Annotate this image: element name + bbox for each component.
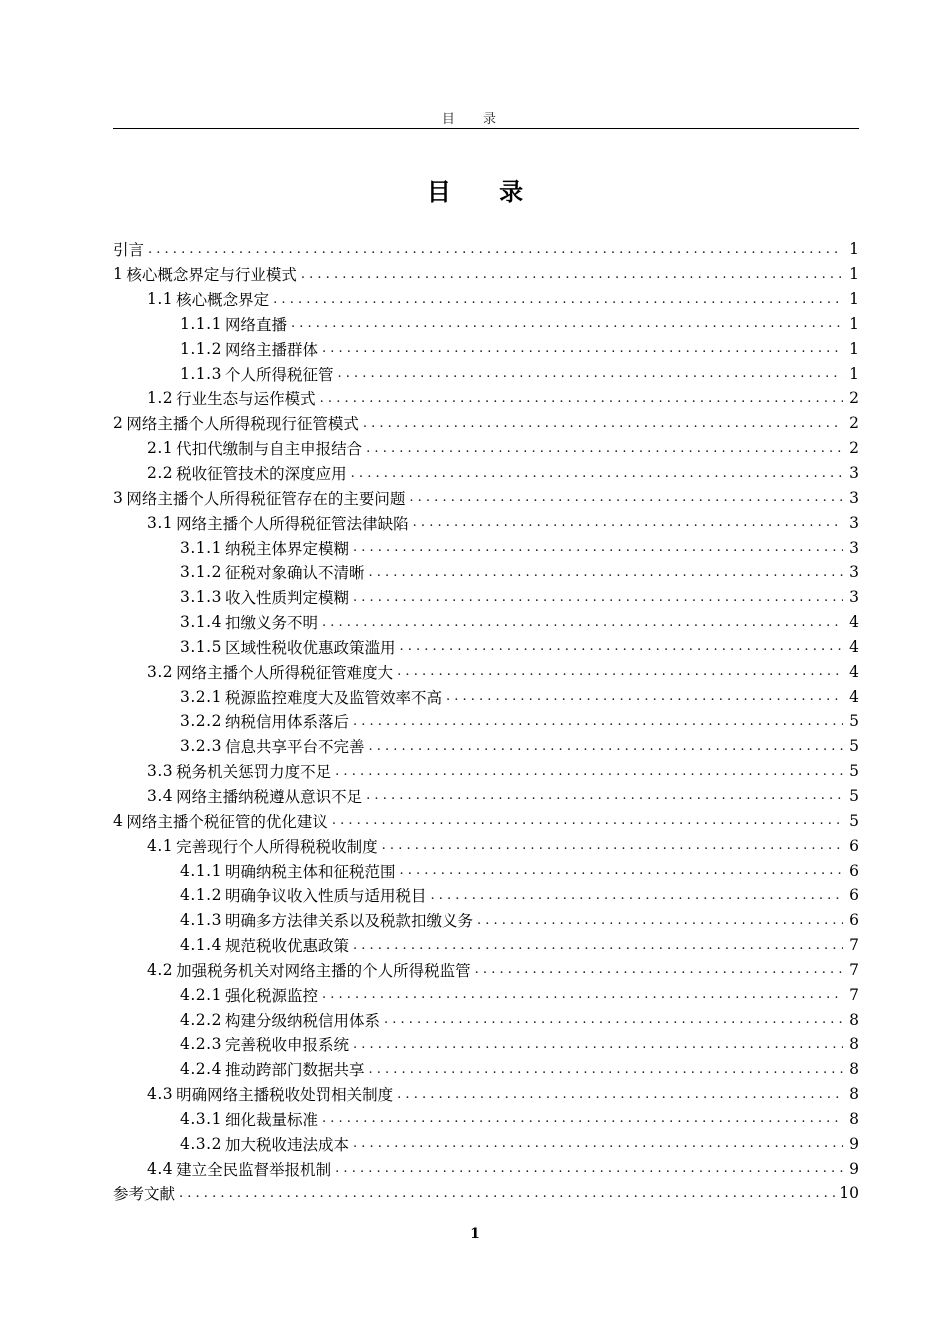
toc-dot-leader (335, 764, 843, 779)
toc-entry-number: 1.1.1 (180, 314, 222, 333)
toc-entry[interactable] (113, 585, 859, 610)
toc-entry-title: 明确争议收入性质与适用税目 (224, 887, 427, 906)
toc-dot-leader (301, 267, 843, 282)
toc-entry[interactable] (113, 1156, 859, 1181)
toc-entry[interactable] (113, 957, 859, 982)
toc-entry-page: 1 (849, 364, 859, 383)
toc-entry-page: 6 (849, 886, 859, 905)
toc-entry-title: 构建分级纳税信用体系 (224, 1011, 380, 1030)
toc-dot-leader (273, 292, 843, 307)
toc-dot-leader (366, 788, 843, 803)
toc-entry-page: 3 (849, 563, 859, 582)
toc-entry[interactable] (113, 485, 859, 510)
toc-entry-title: 网络主播纳税遵从意识不足 (176, 787, 363, 806)
toc-entry[interactable] (113, 908, 859, 933)
toc-dot-leader (366, 441, 843, 456)
toc-entry-number: 3.2 (147, 662, 174, 681)
toc-entry-title: 征税对象确认不清晰 (224, 564, 365, 583)
toc-dot-leader (322, 1111, 843, 1126)
toc-dot-leader (179, 1186, 835, 1201)
toc-entry-number: 3.2.3 (180, 737, 222, 756)
toc-entry-title: 加大税收违法成本 (224, 1135, 349, 1154)
toc-entry-number: 4.2.1 (180, 985, 222, 1004)
toc-entry[interactable] (113, 734, 859, 759)
toc-entry-page: 8 (849, 1010, 859, 1029)
toc-entry-title: 行业生态与运作模式 (176, 390, 316, 409)
toc-entry[interactable] (113, 287, 859, 312)
toc-dot-leader (353, 938, 843, 953)
toc-entry-number: 3.1.1 (180, 538, 222, 557)
toc-entry-number: 4.3.1 (180, 1109, 222, 1128)
toc-entry-number: 4.3.2 (180, 1134, 222, 1153)
toc-entry-page: 4 (849, 662, 859, 681)
toc-dot-leader (477, 913, 843, 928)
toc-dot-leader (148, 242, 843, 257)
toc-entry-title: 完善税收申报系统 (224, 1036, 349, 1055)
toc-entry-title: 规范税收优惠政策 (224, 937, 349, 956)
toc-entry-number: 3.1.2 (180, 563, 222, 582)
toc-dot-leader (399, 863, 843, 878)
toc-entry[interactable] (113, 1181, 859, 1206)
header-rule (113, 128, 859, 129)
toc-entry-title: 明确网络主播税收处罚相关制度 (176, 1086, 394, 1105)
toc-entry[interactable] (113, 1131, 859, 1156)
toc-entry-number: 2 (113, 414, 124, 433)
toc-entry-number: 4.4 (147, 1159, 174, 1178)
toc-entry-title: 纳税信用体系落后 (224, 713, 349, 732)
toc-entry-page: 1 (849, 240, 859, 259)
toc-entry-title: 细化裁量标准 (224, 1110, 318, 1129)
toc-entry-page: 8 (849, 1060, 859, 1079)
toc-entry-number: 3.2.1 (180, 687, 222, 706)
toc-dot-leader (332, 813, 843, 828)
toc-entry-title: 网络主播群体 (224, 340, 318, 359)
toc-entry-title: 扣缴义务不明 (224, 614, 318, 633)
toc-entry-page: 2 (849, 389, 859, 408)
toc-entry-title: 税源监控难度大及监管效率不高 (224, 688, 442, 707)
toc-entry-number: 4.1.1 (180, 861, 222, 880)
toc-entry-page: 6 (849, 861, 859, 880)
toc-entry-number: 4.2.2 (180, 1010, 222, 1029)
toc-dot-leader (430, 888, 843, 903)
toc-entry-title: 明确多方法律关系以及税款扣缴义务 (224, 912, 473, 931)
toc-entry[interactable] (113, 510, 859, 535)
toc-entry[interactable] (113, 1032, 859, 1057)
toc-entry-page: 4 (849, 613, 859, 632)
toc-entry-title: 核心概念界定与行业模式 (126, 266, 297, 285)
toc-entry-page: 3 (849, 513, 859, 532)
toc-entry-page: 1 (849, 339, 859, 358)
toc-entry[interactable] (113, 659, 859, 684)
toc-entry-number: 4.1.3 (180, 911, 222, 930)
toc-entry[interactable] (113, 933, 859, 958)
toc-entry-page: 6 (849, 911, 859, 930)
toc-entry-page: 5 (849, 762, 859, 781)
table-of-contents (113, 237, 859, 1206)
toc-entry-page: 3 (849, 538, 859, 557)
toc-entry[interactable] (113, 535, 859, 560)
toc-entry-number: 1.1 (147, 290, 174, 309)
toc-entry[interactable] (113, 361, 859, 386)
toc-entry-number: 4.1 (147, 836, 174, 855)
toc-dot-leader (363, 416, 843, 431)
toc-entry-number: 3.1.4 (180, 613, 222, 632)
toc-entry[interactable] (113, 436, 859, 461)
toc-entry-page: 3 (849, 464, 859, 483)
toc-dot-leader (413, 515, 843, 530)
toc-entry-page: 5 (849, 712, 859, 731)
toc-entry[interactable] (113, 982, 859, 1007)
toc-entry-page: 4 (849, 687, 859, 706)
toc-dot-leader (397, 1087, 843, 1102)
toc-entry-page: 9 (849, 1134, 859, 1153)
toc-entry-number: 3.1.5 (180, 637, 222, 656)
toc-dot-leader (353, 590, 843, 605)
toc-dot-leader (291, 316, 843, 331)
toc-entry-page: 5 (849, 737, 859, 756)
toc-entry-title: 代扣代缴制与自主申报结合 (176, 440, 363, 459)
toc-entry-number: 1 (113, 265, 124, 284)
toc-dot-leader (368, 565, 843, 580)
toc-entry[interactable] (113, 1007, 859, 1032)
toc-entry-title: 网络主播个人所得税现行征管模式 (126, 415, 359, 434)
toc-entry-page: 1 (849, 290, 859, 309)
toc-entry-number: 4 (113, 811, 124, 830)
toc-entry[interactable] (113, 610, 859, 635)
toc-entry-number: 4.2.3 (180, 1035, 222, 1054)
toc-entry-title: 参考文献 (113, 1185, 176, 1204)
toc-entry[interactable] (113, 784, 859, 809)
toc-entry-page: 7 (849, 960, 859, 979)
toc-entry-title: 网络主播个人所得税征管法律缺陷 (176, 514, 409, 533)
toc-entry-number: 3.4 (147, 786, 174, 805)
toc-entry-title: 建立全民监督举报机制 (176, 1160, 332, 1179)
toc-entry-title: 税收征管技术的深度应用 (176, 465, 347, 484)
toc-entry-number: 1.1.3 (180, 364, 222, 383)
toc-dot-leader (382, 838, 843, 853)
toc-entry-number: 4.2 (147, 960, 174, 979)
toc-entry[interactable] (113, 1082, 859, 1107)
toc-entry[interactable] (113, 560, 859, 585)
toc-entry-title: 强化税源监控 (224, 986, 318, 1005)
toc-entry-title: 纳税主体界定模糊 (224, 539, 349, 558)
toc-dot-leader (368, 1062, 843, 1077)
toc-entry-number: 3 (113, 488, 124, 507)
toc-entry-title: 网络直播 (224, 315, 287, 334)
toc-entry-number: 1.2 (147, 389, 174, 408)
toc-entry[interactable] (113, 759, 859, 784)
toc-entry[interactable] (113, 262, 859, 287)
toc-dot-leader (320, 391, 843, 406)
toc-entry-title: 加强税务机关对网络主播的个人所得税监管 (176, 961, 471, 980)
running-header: 目 录 (441, 112, 509, 127)
toc-entry-number: 3.1 (147, 513, 174, 532)
toc-dot-leader (446, 689, 843, 704)
toc-entry[interactable] (113, 1107, 859, 1132)
toc-entry-title: 网络主播个税征管的优化建议 (126, 812, 328, 831)
toc-entry-title: 明确纳税主体和征税范围 (224, 862, 396, 881)
toc-entry-number: 2.1 (147, 439, 174, 458)
toc-entry-number: 3.2.2 (180, 712, 222, 731)
toc-entry-page: 5 (849, 811, 859, 830)
toc-dot-leader (322, 987, 843, 1002)
toc-entry-page: 6 (849, 836, 859, 855)
toc-entry-page: 7 (849, 985, 859, 1004)
toc-entry-title: 引言 (113, 241, 145, 260)
toc-entry-title: 推动跨部门数据共享 (224, 1061, 365, 1080)
toc-entry-page: 10 (839, 1184, 859, 1203)
toc-entry[interactable] (113, 883, 859, 908)
toc-entry-title: 个人所得税征管 (224, 365, 334, 384)
toc-dot-leader (397, 664, 843, 679)
toc-entry-number: 3.1.3 (180, 588, 222, 607)
toc-dot-leader (475, 962, 843, 977)
toc-entry-page: 7 (849, 936, 859, 955)
toc-entry-page: 8 (849, 1035, 859, 1054)
toc-entry-page: 3 (849, 488, 859, 507)
toc-entry-page: 8 (849, 1085, 859, 1104)
toc-entry[interactable] (113, 808, 859, 833)
toc-dot-leader (353, 540, 843, 555)
toc-dot-leader (409, 490, 843, 505)
toc-entry[interactable] (113, 858, 859, 883)
toc-dot-leader (353, 1037, 843, 1052)
toc-entry-title: 网络主播个人所得税征管难度大 (176, 663, 394, 682)
toc-dot-leader (337, 366, 843, 381)
toc-entry[interactable] (113, 1057, 859, 1082)
toc-entry-page: 1 (849, 314, 859, 333)
toc-entry-number: 4.1.2 (180, 886, 222, 905)
toc-dot-leader (322, 341, 843, 356)
toc-entry-page: 2 (849, 414, 859, 433)
toc-entry-number: 1.1.2 (180, 339, 222, 358)
toc-entry-number: 4.1.4 (180, 936, 222, 955)
toc-dot-leader (353, 1136, 843, 1151)
toc-dot-leader (335, 1161, 843, 1176)
toc-dot-leader (399, 639, 843, 654)
toc-dot-leader (384, 1012, 843, 1027)
page-number: 1 (470, 1226, 480, 1242)
toc-entry-title: 信息共享平台不完善 (224, 738, 365, 757)
toc-entry[interactable] (113, 312, 859, 337)
toc-entry[interactable] (113, 833, 859, 858)
toc-dot-leader (322, 615, 843, 630)
toc-entry-number: 2.2 (147, 464, 174, 483)
toc-entry-page: 2 (849, 439, 859, 458)
toc-entry[interactable] (113, 237, 859, 262)
toc-entry-page: 9 (849, 1159, 859, 1178)
toc-entry[interactable] (113, 336, 859, 361)
toc-dot-leader (351, 466, 843, 481)
toc-entry-title: 核心概念界定 (176, 291, 270, 310)
toc-entry[interactable] (113, 709, 859, 734)
toc-entry-number: 3.3 (147, 762, 174, 781)
toc-entry[interactable] (113, 635, 859, 660)
toc-entry[interactable] (113, 386, 859, 411)
toc-entry-title: 完善现行个人所得税税收制度 (176, 837, 378, 856)
toc-entry-number: 4.3 (147, 1085, 174, 1104)
toc-entry[interactable] (113, 411, 859, 436)
toc-entry[interactable] (113, 461, 859, 486)
toc-dot-leader (368, 739, 843, 754)
toc-entry-title: 税务机关惩罚力度不足 (176, 763, 332, 782)
toc-entry-title: 收入性质判定模糊 (224, 589, 349, 608)
page-title: 目 录 (426, 178, 544, 206)
toc-entry-page: 3 (849, 588, 859, 607)
toc-entry-page: 1 (849, 265, 859, 284)
toc-entry-title: 网络主播个人所得税征管存在的主要问题 (126, 489, 406, 508)
toc-entry-page: 8 (849, 1109, 859, 1128)
toc-dot-leader (353, 714, 843, 729)
toc-entry-number: 4.2.4 (180, 1060, 222, 1079)
toc-entry-page: 4 (849, 637, 859, 656)
toc-entry-page: 5 (849, 786, 859, 805)
toc-entry-title: 区域性税收优惠政策滥用 (224, 638, 396, 657)
toc-entry[interactable] (113, 684, 859, 709)
